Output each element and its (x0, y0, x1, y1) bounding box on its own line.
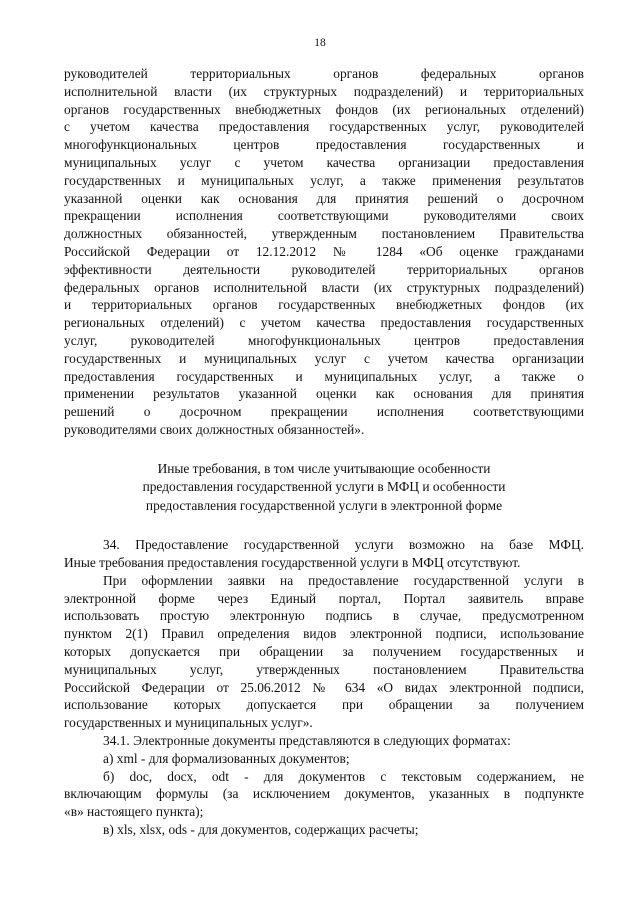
page-number: 18 (314, 37, 326, 49)
text-line: руководителей территориальных органов федеральных органов (64, 66, 584, 81)
heading-line: Иные требования, в том числе учитывающие особенности (157, 460, 491, 476)
text-line: муниципальных услуг, утвержденных постановлением Правительства (64, 661, 584, 677)
text-line: пунктом 2(1) Правил определения видов электронной подписи, использование (64, 626, 584, 642)
list-item: а) xml - для формализованных документов; (103, 750, 350, 766)
text-line: с учетом качества предоставления государственных услуг, руководителей (64, 119, 584, 135)
text-line: решений о досрочном прекращении исполнения соответствующими (64, 404, 584, 420)
text-line: 34. Предоставление государственной услуги возможно на базе МФЦ. (103, 537, 584, 553)
text-line: государственных и муниципальных услуг, а также применения результатов (64, 172, 584, 188)
text-line: эффективности деятельности руководителей территориальных органов (64, 261, 584, 277)
heading-line: предоставления государственной услуги в МФЦ и особенности (142, 479, 506, 495)
text-line: которых допускается при обращении за получением государственных и (64, 644, 584, 660)
text-line: «в» настоящего пункта); (64, 804, 204, 820)
text-line: предоставления государственных и муниципальных услуг, а также о (64, 368, 584, 384)
text-line: государственных и муниципальных услуг». (64, 715, 313, 731)
heading-line: предоставления государственной услуги в электронной форме (145, 497, 503, 513)
list-item: б) doc, docx, odt - для документов с текстовым содержанием, не (103, 768, 584, 784)
text-line: включающим формулы (за исключением документов, указанных в подпункте (64, 786, 584, 802)
text-line: Иные требования предоставления государственной услуги в МФЦ отсутствуют. (64, 555, 521, 571)
text-line: указанной оценки как основания для принятия решений о досрочном (64, 190, 584, 206)
paragraph-section-34 (64, 536, 584, 839)
text-line: региональных отделений) с учетом качества предоставления государственных (64, 315, 584, 331)
text-line: использовать простую электронную подпись в случае, предусмотренном (64, 608, 584, 624)
text-line: Российской Федерации от 25.06.2012 № 634 «О видах электронной подписи, (64, 679, 584, 695)
text-line: прекращении исполнения соответствующими руководителями своих (64, 208, 584, 224)
text-line: органов государственных внебюджетных фондов (их региональных отделений) (64, 101, 584, 117)
text-line: государственных и муниципальных услуг с учетом качества организации (64, 350, 584, 366)
text-line: Российской Федерации от 12.12.2012 № 1284 «Об оценке гражданами (64, 243, 584, 259)
text-line: исполнительной власти (их структурных подразделений) и территориальных (64, 83, 584, 99)
paragraph-evaluation-rules (64, 65, 584, 439)
text-line: применении результатов указанной оценки как основания для принятия (64, 386, 584, 402)
text-line: и территориальных органов государственных внебюджетных фондов (их (64, 297, 584, 313)
text-line: должностных обязанностей, утвержденным постановлением Правительства (64, 226, 584, 242)
text-line: При оформлении заявки на предоставление государственной услуги в (103, 572, 584, 588)
document-body (64, 65, 584, 839)
list-item: в) xls, xlsx, ods - для документов, содержащих расчеты; (103, 821, 419, 837)
text-line: многофункциональных центров предоставления государственных и (64, 137, 584, 153)
text-line: федеральных органов исполнительной власти (их структурных подразделений) (64, 279, 584, 295)
text-line: использование которых допускается при обращении за получением (64, 697, 584, 713)
text-line: муниципальных услуг с учетом качества организации предоставления (64, 154, 584, 170)
text-line: электронной форме через Единый портал, Портал заявитель вправе (64, 590, 584, 606)
section-heading (64, 460, 584, 516)
text-line: руководителями своих должностных обязанностей». (64, 421, 365, 437)
text-line: услуг, руководителей многофункциональных центров предоставления (64, 332, 584, 348)
text-line: 34.1. Электронные документы представляются в следующих форматах: (103, 733, 511, 748)
